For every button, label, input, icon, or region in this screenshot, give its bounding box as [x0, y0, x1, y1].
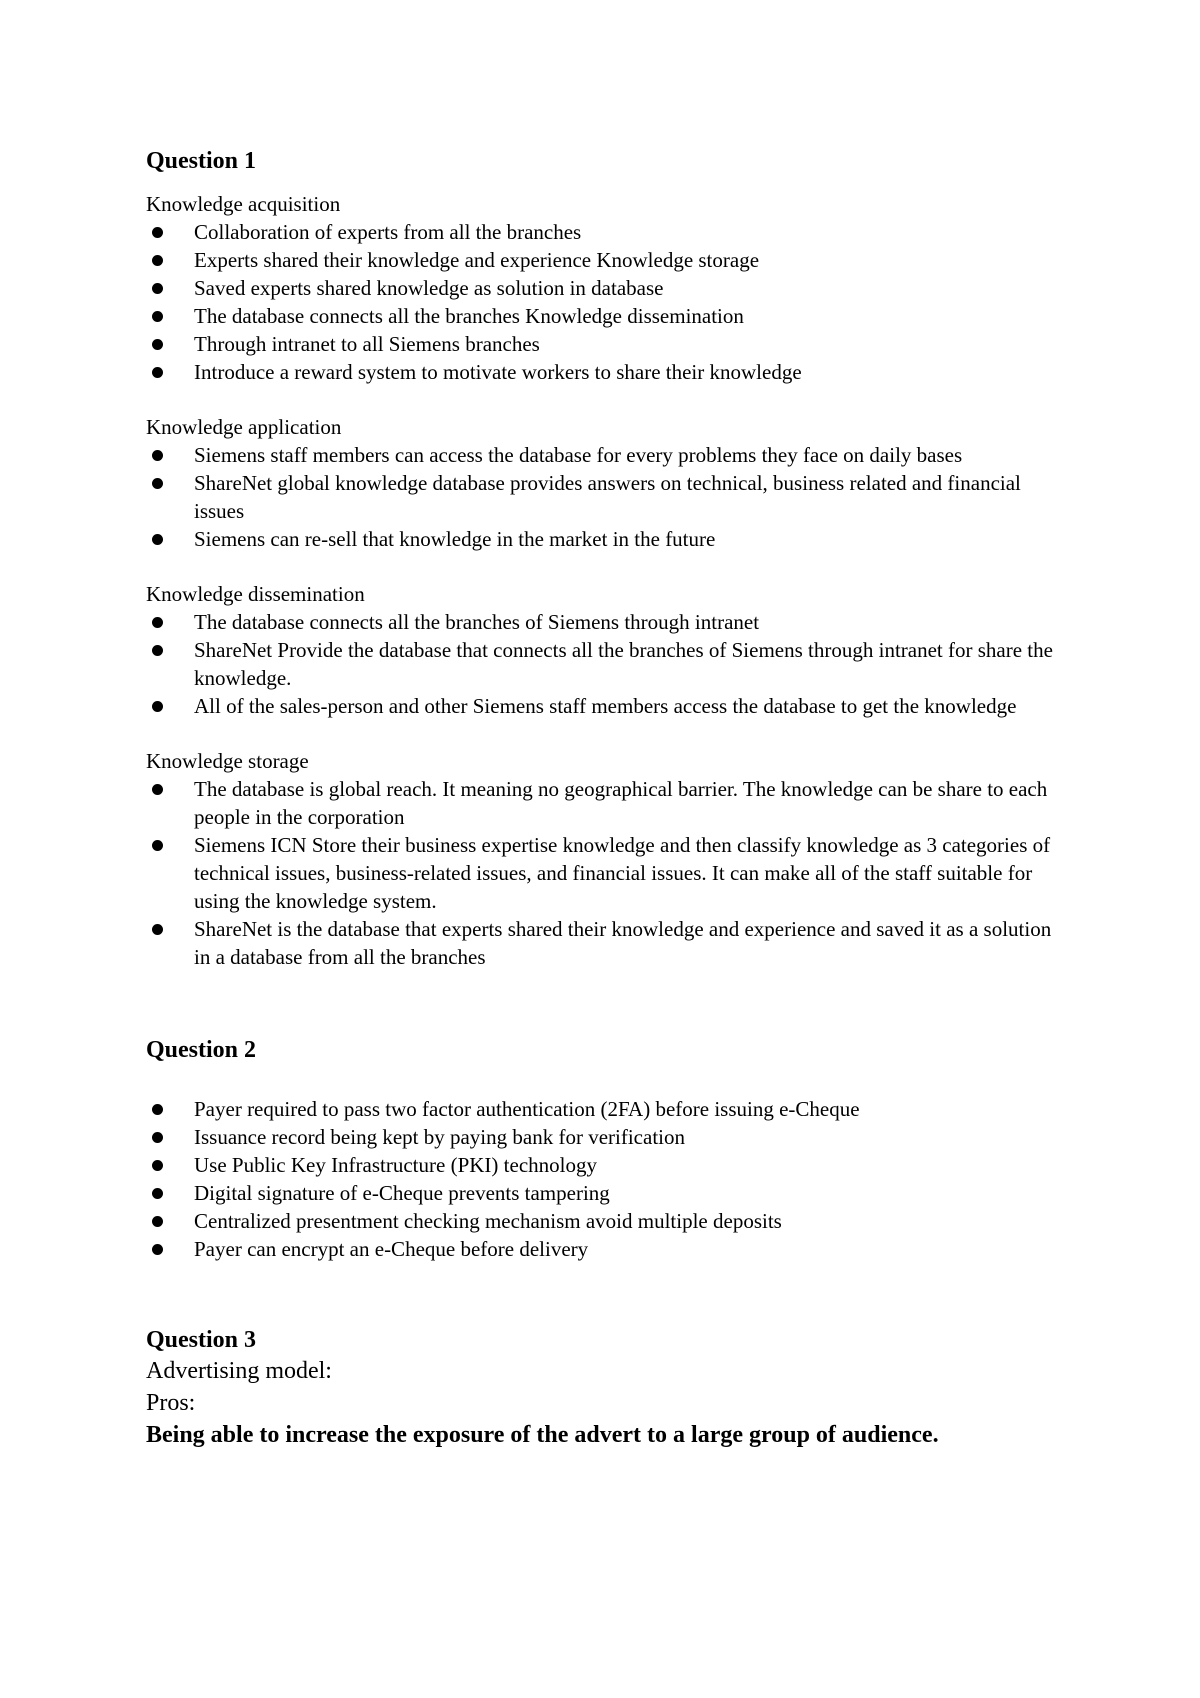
bullet-list [146, 218, 1066, 386]
bullet-icon [152, 255, 163, 266]
bullet-icon [152, 534, 163, 545]
list-item [146, 469, 1066, 525]
bullet-icon [152, 784, 163, 795]
q1-section-storage [146, 747, 1066, 971]
bullet-icon [152, 283, 163, 294]
question-2-heading: Question 2 [146, 1037, 257, 1063]
list-item-text: The database connects all the branches of Siemens through intranet [194, 610, 760, 634]
bullet-icon [152, 1188, 163, 1199]
bullet-icon [152, 339, 163, 350]
bullet-icon [152, 478, 163, 489]
list-item [146, 915, 1066, 971]
list-item-text: Payer can encrypt an e-Cheque before delivery [194, 1237, 589, 1261]
list-item [146, 831, 1066, 915]
list-item [146, 1207, 1066, 1235]
list-item [146, 525, 1066, 553]
list-item-text: All of the sales-person and other Siemens staff members access the database to get the knowledge [194, 694, 1017, 718]
section-title: Knowledge application [146, 415, 342, 439]
bullet-icon [152, 1216, 163, 1227]
q1-section-dissemination [146, 580, 1066, 720]
bullet-list [146, 775, 1066, 971]
list-item [146, 302, 1066, 330]
bullet-icon [152, 1132, 163, 1143]
list-item [146, 441, 1066, 469]
list-item-text: ShareNet global knowledge database provides answers on technical, business related and financial issues [194, 471, 1021, 523]
pros-label: Pros: [146, 1390, 196, 1416]
bullet-icon [152, 1244, 163, 1255]
list-item-text: Digital signature of e-Cheque prevents tampering [194, 1181, 610, 1205]
list-item [146, 1151, 1066, 1179]
list-item-text: Through intranet to all Siemens branches [194, 332, 540, 356]
list-item-text: ShareNet Provide the database that connects all the branches of Siemens through intranet for share the knowledge. [194, 638, 1053, 690]
list-item-text: Experts shared their knowledge and experience Knowledge storage [194, 248, 760, 272]
bullet-icon [152, 450, 163, 461]
list-item [146, 775, 1066, 831]
list-item [146, 1095, 1066, 1123]
list-item [146, 274, 1066, 302]
question-3 [146, 1325, 1066, 1451]
question-1-heading: Question 1 [146, 148, 257, 174]
list-item [146, 218, 1066, 246]
list-item-text: Saved experts shared knowledge as solution in database [194, 276, 664, 300]
list-item-text: The database connects all the branches Knowledge dissemination [194, 304, 744, 328]
bullet-icon [152, 645, 163, 656]
bullet-icon [152, 367, 163, 378]
bullet-icon [152, 840, 163, 851]
bullet-icon [152, 701, 163, 712]
q1-section-acquisition [146, 190, 1066, 386]
list-item-text: Siemens ICN Store their business expertise knowledge and then classify knowledge as 3 categories of technical issues, business-related issues, and financial issues. It can make all of the staff suitable for using the knowledge system. [194, 833, 1051, 913]
list-item [146, 692, 1066, 720]
bullet-icon [152, 617, 163, 628]
list-item [146, 358, 1066, 386]
model-title: Advertising model: [146, 1358, 332, 1384]
document-page [146, 146, 1066, 1451]
list-item-text: Siemens staff members can access the database for every problems they face on daily bases [194, 443, 963, 467]
bullet-icon [152, 1160, 163, 1171]
list-item [146, 330, 1066, 358]
bullet-icon [152, 924, 163, 935]
list-item-text: Payer required to pass two factor authentication (2FA) before issuing e-Cheque [194, 1097, 860, 1121]
list-item-text: Collaboration of experts from all the branches [194, 220, 582, 244]
bullet-list [146, 1095, 1066, 1263]
list-item-text: Issuance record being kept by paying bank for verification [194, 1125, 685, 1149]
list-item [146, 608, 1066, 636]
list-item-text: Siemens can re-sell that knowledge in the market in the future [194, 527, 716, 551]
section-title: Knowledge storage [146, 749, 309, 773]
question-1 [146, 146, 1066, 971]
list-item [146, 636, 1066, 692]
list-item-text: Introduce a reward system to motivate workers to share their knowledge [194, 360, 802, 384]
list-item-text: ShareNet is the database that experts shared their knowledge and experience and saved it as a solution in a database from all the branches [194, 917, 1052, 969]
bullet-icon [152, 311, 163, 322]
bullet-list [146, 441, 1066, 553]
list-item-text: The database is global reach. It meaning no geographical barrier. The knowledge can be share to each people in the corporation [194, 777, 1048, 829]
section-title: Knowledge dissemination [146, 582, 365, 606]
question-2 [146, 1035, 1066, 1263]
bullet-list [146, 608, 1066, 720]
question-3-heading: Question 3 [146, 1327, 257, 1353]
section-title: Knowledge acquisition [146, 192, 341, 216]
list-item [146, 246, 1066, 274]
bullet-icon [152, 1104, 163, 1115]
bullet-icon [152, 227, 163, 238]
list-item [146, 1179, 1066, 1207]
list-item-text: Centralized presentment checking mechanism avoid multiple deposits [194, 1209, 782, 1233]
list-item [146, 1235, 1066, 1263]
list-item-text: Use Public Key Infrastructure (PKI) technology [194, 1153, 597, 1177]
pros-text: Being able to increase the exposure of the advert to a large group of audience. [146, 1422, 939, 1448]
q1-section-application [146, 413, 1066, 553]
list-item [146, 1123, 1066, 1151]
